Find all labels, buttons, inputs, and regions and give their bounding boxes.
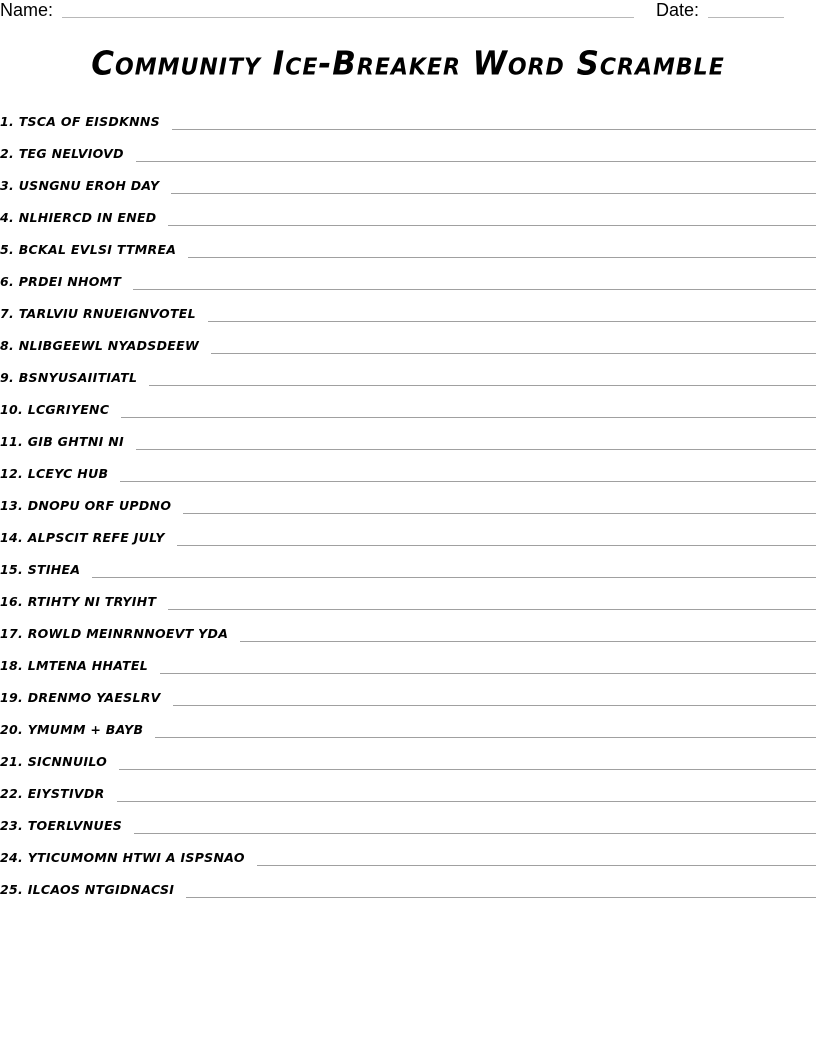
answer-line[interactable] [149,370,816,386]
answer-line[interactable] [117,786,816,802]
answer-line[interactable] [120,466,816,482]
question-row [0,562,816,594]
answer-line[interactable] [208,306,816,322]
scrambled-word: 7. TARLVIU RNUEIGNVOTEL [0,306,196,321]
question-row [0,306,816,338]
scrambled-word: 10. LCGRIYENC [0,402,110,417]
answer-line[interactable] [136,434,816,450]
scrambled-word: 14. ALPSCIT REFE JULY [0,530,165,545]
scrambled-word: 2. TEG NELVIOVD [0,146,124,161]
scrambled-word: 9. BSNYUSAIITIATL [0,370,138,385]
answer-line[interactable] [172,114,816,130]
scrambled-word: 19. DRENMO YAESLRV [0,690,161,705]
scrambled-word: 3. USNGNU EROH DAY [0,178,160,193]
scrambled-word: 22. EIYSTIVDR [0,786,105,801]
scrambled-word: 23. TOERLVNUES [0,818,123,833]
question-row [0,786,816,818]
answer-line[interactable] [168,210,816,226]
name-field[interactable] [62,17,634,18]
answer-line[interactable] [186,882,816,898]
question-row [0,594,816,626]
scrambled-word: 4. NLHIERCD IN ENED [0,210,157,225]
question-row [0,146,816,178]
answer-line[interactable] [171,178,816,194]
question-row [0,338,816,370]
answer-line[interactable] [188,242,816,258]
scrambled-word: 17. ROWLD MEINRNNOEVT YDA [0,626,229,641]
answer-line[interactable] [119,754,816,770]
question-row [0,178,816,210]
answer-line[interactable] [240,626,816,642]
answer-line[interactable] [155,722,816,738]
question-row [0,658,816,690]
scrambled-word: 25. ILCAOS NTGIDNACSI [0,882,175,897]
answer-line[interactable] [183,498,816,514]
question-row [0,402,816,434]
answer-line[interactable] [177,530,816,546]
question-row [0,370,816,402]
answer-line[interactable] [133,274,816,290]
worksheet-header [0,0,816,24]
scrambled-word: 5. BCKAL EVLSI TTMREA [0,242,177,257]
scrambled-word: 15. STIHEA [0,562,81,577]
question-row [0,722,816,754]
scrambled-word: 12. LCEYC HUB [0,466,109,481]
question-row [0,498,816,530]
scrambled-word: 16. RTIHTY NI TRYIHT [0,594,157,609]
question-list [0,114,816,914]
question-row [0,754,816,786]
question-row [0,530,816,562]
question-row [0,242,816,274]
answer-line[interactable] [173,690,816,706]
question-row [0,626,816,658]
question-row [0,434,816,466]
scrambled-word: 24. YTICUMOMN HTWI A ISPSNAO [0,850,245,865]
scrambled-word: 11. GIB GHTNI NI [0,434,124,449]
answer-line[interactable] [121,402,816,418]
question-row [0,210,816,242]
question-row [0,690,816,722]
answer-line[interactable] [134,818,816,834]
scrambled-word: 13. DNOPU ORF UPDNO [0,498,172,513]
question-row [0,818,816,850]
page-title: Community Ice-Breaker Word Scramble [91,45,725,83]
answer-line[interactable] [160,658,816,674]
scrambled-word: 18. LMTENA HHATEL [0,658,148,673]
question-row [0,882,816,914]
scrambled-word: 8. NLIBGEEWL NYADSDEEW [0,338,200,353]
answer-line[interactable] [92,562,816,578]
scrambled-word: 21. SICNNUILO [0,754,108,769]
date-field[interactable] [708,17,784,18]
question-row [0,114,816,146]
scrambled-word: 6. PRDEI NHOMT [0,274,122,289]
answer-line[interactable] [211,338,816,354]
scrambled-word: 1. TSCA OF EISDKNNS [0,114,160,129]
question-row [0,850,816,882]
question-row [0,466,816,498]
date-label: Date: [656,0,700,20]
answer-line[interactable] [257,850,816,866]
answer-line[interactable] [168,594,816,610]
scrambled-word: 20. YMUMM + BAYB [0,722,144,737]
name-label: Name: [0,0,54,20]
question-row [0,274,816,306]
answer-line[interactable] [136,146,816,162]
